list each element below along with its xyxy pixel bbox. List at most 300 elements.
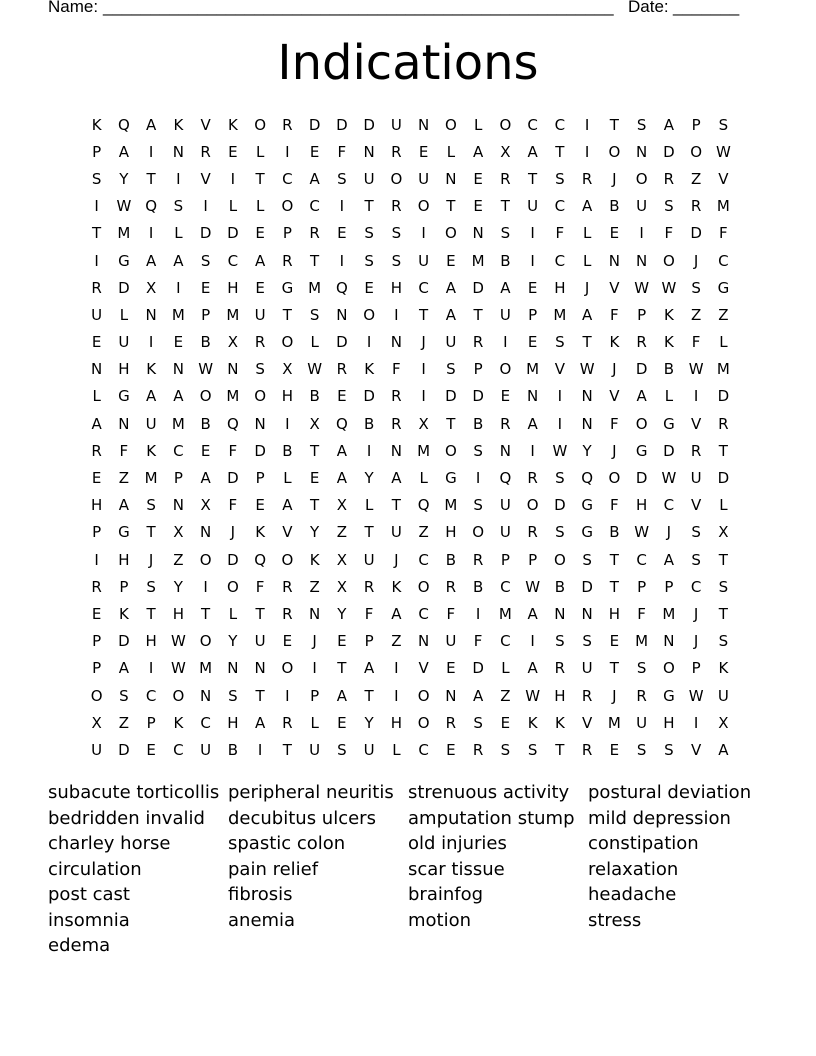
grid-letter: R (282, 604, 293, 623)
grid-letter: A (718, 740, 729, 759)
grid-letter: A (145, 115, 157, 134)
word-bank (48, 780, 768, 959)
grid-letter: A (527, 414, 538, 433)
grid-letter: K (391, 577, 402, 596)
grid-letter: N (608, 251, 620, 270)
word-bank-item: constipation (588, 833, 699, 854)
grid-letter: P (528, 305, 538, 324)
grid-letter: W (579, 360, 595, 379)
grid-letter: V (418, 659, 429, 678)
grid-letter: T (201, 604, 211, 623)
grid-letter: X (309, 414, 320, 433)
grid-letter: A (118, 142, 129, 161)
grid-letter: C (173, 441, 184, 460)
grid-letter: I (257, 740, 263, 759)
grid-letter: K (309, 550, 320, 569)
word-bank-item: decubitus ulcers (228, 807, 376, 829)
grid-letter: A (336, 686, 347, 705)
grid-letter: A (282, 496, 293, 515)
grid-letter: I (421, 387, 426, 406)
grid-letter: U (499, 305, 511, 324)
grid-letter: L (119, 305, 129, 324)
grid-letter: A (527, 604, 538, 623)
word-bank-item: circulation (48, 858, 142, 880)
grid-letter: N (554, 604, 566, 623)
grid-letter: R (91, 577, 102, 596)
grid-letter: X (336, 496, 348, 515)
grid-letter: A (145, 251, 157, 270)
grid-letter: L (582, 224, 592, 243)
grid-letter: Y (364, 469, 374, 488)
grid-letter: D (308, 115, 321, 134)
word-bank-item: scar tissue (408, 858, 505, 880)
grid-row (83, 138, 737, 165)
grid-letter: L (392, 740, 401, 759)
grid-letter: A (445, 305, 456, 324)
grid-letter: O (417, 197, 430, 216)
grid-letter: L (719, 333, 728, 352)
grid-letter: S (636, 659, 647, 678)
grid-letter: M (226, 387, 240, 406)
grid-letter: S (364, 251, 374, 270)
grid-letter: V (690, 496, 702, 515)
grid-letter: B (472, 577, 484, 596)
grid-letter: P (691, 115, 701, 134)
grid-letter: E (255, 496, 265, 515)
grid-letter: O (499, 115, 512, 134)
grid-letter: M (553, 305, 567, 324)
grid-letter: A (581, 305, 593, 324)
grid-letter: O (281, 659, 294, 678)
grid-letter: C (636, 550, 647, 569)
grid-letter: R (581, 740, 593, 759)
grid-letter: J (612, 441, 617, 460)
grid-letter: D (472, 659, 484, 678)
grid-letter: G (118, 523, 130, 542)
grid-letter: T (609, 115, 619, 134)
grid-letter: Z (500, 686, 511, 705)
grid-letter: K (173, 713, 184, 732)
grid-letter: N (227, 659, 239, 678)
grid-letter: I (339, 251, 345, 270)
grid-letter: R (391, 142, 402, 161)
grid-letter: C (500, 632, 511, 651)
grid-letter: R (663, 169, 675, 188)
grid-letter: D (336, 333, 348, 352)
grid-letter: N (336, 305, 348, 324)
grid-letter: X (336, 550, 348, 569)
grid-letter: N (390, 441, 402, 460)
grid-letter: T (255, 686, 265, 705)
grid-letter: P (664, 577, 674, 596)
grid-letter: I (366, 333, 372, 352)
grid-letter: N (445, 169, 457, 188)
grid-letter: F (228, 496, 238, 515)
grid-letter: D (663, 142, 675, 161)
grid-row (83, 301, 737, 328)
grid-letter: H (172, 604, 185, 623)
grid-letter: S (718, 115, 729, 134)
grid-letter: V (609, 278, 620, 297)
grid-letter: V (282, 523, 293, 542)
grid-letter: F (446, 604, 456, 623)
grid-letter: D (717, 469, 730, 488)
grid-letter: G (635, 441, 648, 460)
grid-letter: B (500, 251, 511, 270)
grid-letter: B (609, 523, 620, 542)
grid-letter: A (91, 414, 102, 433)
grid-row (83, 437, 737, 464)
grid-letter: Y (173, 577, 183, 596)
grid-letter: K (118, 604, 129, 623)
grid-letter: B (663, 360, 675, 379)
grid-letter: F (119, 441, 129, 460)
grid-letter: C (690, 577, 702, 596)
grid-letter: P (255, 469, 265, 488)
grid-letter: S (473, 713, 483, 732)
grid-letter: E (500, 387, 511, 406)
grid-letter: B (200, 333, 211, 352)
grid-letter: C (418, 550, 429, 569)
grid-letter: A (145, 387, 157, 406)
grid-letter: F (610, 496, 619, 515)
grid-letter: X (91, 713, 102, 732)
grid-letter: A (663, 115, 674, 134)
grid-letter: A (254, 251, 266, 270)
grid-letter: R (472, 550, 484, 569)
grid-letter: A (445, 278, 456, 297)
grid-letter: D (472, 387, 484, 406)
grid-letter: M (171, 414, 185, 433)
grid-letter: R (254, 333, 266, 352)
grid-letter: A (636, 387, 647, 406)
grid-row (83, 519, 737, 546)
grid-letter: K (554, 713, 565, 732)
grid-letter: O (90, 686, 103, 705)
grid-letter: V (554, 360, 565, 379)
grid-letter: G (663, 686, 675, 705)
grid-letter: T (528, 169, 538, 188)
grid-letter: B (363, 414, 375, 433)
grid-letter: S (146, 577, 156, 596)
word-bank-item: stress (588, 909, 642, 931)
grid-letter: D (227, 550, 239, 569)
grid-letter: P (528, 550, 538, 569)
grid-letter: K (663, 305, 674, 324)
grid-letter: N (145, 305, 157, 324)
grid-letter: T (446, 414, 456, 433)
grid-letter: K (146, 360, 157, 379)
word-bank-item: bedridden invalid (48, 807, 205, 829)
grid-letter: K (255, 523, 266, 542)
word-bank-item: postural deviation (588, 782, 752, 803)
grid-letter: U (418, 169, 430, 188)
grid-letter: C (718, 251, 729, 270)
grid-letter: E (91, 469, 102, 488)
grid-letter: M (716, 360, 730, 379)
grid-letter: U (390, 523, 402, 542)
grid-letter: K (146, 441, 157, 460)
grid-letter: O (608, 142, 621, 161)
grid-letter: N (200, 686, 212, 705)
grid-letter: L (310, 713, 319, 732)
grid-letter: L (310, 333, 319, 352)
grid-letter: X (500, 142, 511, 161)
grid-letter: D (581, 577, 593, 596)
grid-letter: E (337, 713, 347, 732)
grid-letter: C (527, 115, 538, 134)
grid-letter: Z (118, 713, 130, 732)
grid-letter: U (390, 115, 402, 134)
grid-letter: E (446, 659, 456, 678)
grid-letter: A (336, 441, 347, 460)
grid-letter: T (718, 604, 728, 623)
grid-row (83, 356, 737, 383)
grid-letter: E (228, 142, 238, 161)
grid-letter: F (337, 142, 347, 161)
grid-letter: L (419, 469, 428, 488)
grid-letter: D (118, 740, 130, 759)
grid-letter: Y (337, 604, 347, 623)
grid-letter: X (718, 523, 729, 542)
grid-letter: R (472, 333, 484, 352)
grid-letter: S (555, 333, 565, 352)
grid-letter: A (500, 278, 511, 297)
grid-letter: S (391, 251, 402, 270)
grid-letter: E (446, 251, 456, 270)
grid-letter: T (255, 169, 265, 188)
grid-letter: I (285, 142, 290, 161)
grid-letter: U (363, 550, 375, 569)
grid-row (83, 736, 737, 763)
grid-letter: Z (690, 169, 702, 188)
grid-letter: N (172, 142, 184, 161)
grid-letter: J (693, 604, 699, 623)
grid-letter: S (255, 360, 265, 379)
grid-letter: T (146, 604, 156, 623)
grid-letter: J (612, 169, 617, 188)
grid-letter: J (312, 632, 317, 651)
grid-letter: N (499, 441, 511, 460)
grid-letter: V (581, 713, 593, 732)
grid-letter: Q (117, 115, 130, 134)
grid-letter: D (472, 278, 484, 297)
grid-letter: E (91, 604, 102, 623)
grid-letter: R (500, 169, 511, 188)
grid-letter: H (608, 604, 621, 623)
word-bank-item: subacute torticollis (48, 782, 220, 803)
grid-row (83, 274, 737, 301)
grid-letter: E (527, 278, 538, 297)
grid-letter: B (445, 550, 457, 569)
grid-letter: X (173, 523, 184, 542)
grid-letter: N (309, 604, 321, 623)
grid-letter: A (527, 142, 538, 161)
grid-letter: I (285, 414, 290, 433)
grid-letter: Z (718, 305, 729, 324)
letter-grid (83, 111, 737, 764)
grid-row (83, 573, 737, 600)
grid-letter: I (530, 441, 535, 460)
grid-letter: L (582, 251, 592, 270)
grid-letter: T (337, 659, 347, 678)
grid-letter: X (336, 577, 348, 596)
grid-letter: E (282, 632, 293, 651)
grid-letter: F (637, 604, 646, 623)
grid-letter: E (200, 441, 211, 460)
grid-letter: P (92, 142, 102, 161)
grid-letter: H (281, 387, 294, 406)
grid-letter: A (118, 496, 129, 515)
grid-letter: C (309, 197, 320, 216)
grid-letter: B (609, 197, 620, 216)
grid-letter: U (581, 659, 593, 678)
grid-letter: D (363, 387, 375, 406)
grid-letter: T (282, 740, 292, 759)
grid-letter: L (473, 115, 483, 134)
grid-letter: C (418, 278, 429, 297)
grid-letter: U (254, 305, 266, 324)
grid-letter: N (227, 360, 239, 379)
grid-letter: O (254, 387, 267, 406)
word-column (408, 780, 588, 959)
grid-letter: I (94, 550, 99, 569)
grid-letter: S (391, 224, 402, 243)
grid-letter: R (363, 577, 375, 596)
grid-letter: D (363, 115, 375, 134)
grid-letter: D (717, 387, 730, 406)
grid-row (83, 464, 737, 491)
grid-letter: H (554, 278, 566, 297)
grid-letter: Z (173, 550, 184, 569)
grid-letter: R (282, 713, 293, 732)
grid-letter: R (282, 577, 293, 596)
grid-letter: S (228, 686, 238, 705)
grid-letter: Q (335, 278, 348, 297)
grid-letter: D (118, 632, 130, 651)
grid-letter: S (173, 197, 184, 216)
grid-letter: T (146, 169, 156, 188)
grid-letter: A (527, 659, 538, 678)
grid-letter: F (610, 414, 619, 433)
word-bank-item: post cast (48, 884, 130, 905)
grid-letter: W (715, 142, 731, 161)
grid-letter: I (148, 659, 154, 678)
grid-letter: J (421, 333, 426, 352)
grid-letter: R (391, 197, 402, 216)
grid-letter: H (227, 713, 239, 732)
date-label: Date: (628, 0, 669, 16)
grid-letter: A (472, 686, 484, 705)
grid-letter: K (527, 713, 538, 732)
grid-letter: L (664, 387, 674, 406)
grid-letter: W (634, 523, 650, 542)
grid-letter: C (663, 496, 675, 515)
grid-letter: E (337, 632, 347, 651)
grid-letter: G (581, 496, 593, 515)
grid-letter: M (226, 305, 240, 324)
grid-letter: S (146, 496, 156, 515)
grid-letter: L (92, 387, 101, 406)
grid-letter: V (690, 414, 702, 433)
grid-letter: J (693, 632, 699, 651)
grid-letter: B (227, 740, 239, 759)
name-label: Name: (48, 0, 99, 16)
grid-letter: S (691, 278, 701, 297)
grid-letter: L (283, 469, 292, 488)
grid-row (83, 682, 737, 709)
grid-letter: A (363, 659, 375, 678)
grid-letter: V (690, 740, 702, 759)
grid-letter: U (254, 632, 266, 651)
grid-letter: N (390, 333, 402, 352)
grid-letter: T (255, 604, 265, 623)
grid-letter: Z (118, 469, 130, 488)
grid-letter: I (639, 224, 644, 243)
grid-letter: D (336, 115, 348, 134)
word-bank-item: charley horse (48, 833, 171, 854)
grid-letter: M (526, 360, 540, 379)
grid-letter: I (421, 224, 426, 243)
grid-letter: P (173, 469, 183, 488)
grid-letter: Q (254, 550, 267, 569)
word-bank-item: strenuous activity (408, 782, 570, 803)
grid-letter: I (148, 142, 154, 161)
grid-letter: Z (690, 305, 702, 324)
grid-letter: H (145, 632, 157, 651)
grid-letter: T (310, 251, 320, 270)
grid-letter: A (472, 142, 484, 161)
word-bank-item: headache (588, 884, 677, 905)
grid-letter: R (527, 523, 538, 542)
grid-letter: A (173, 251, 184, 270)
grid-letter: R (636, 333, 647, 352)
grid-letter: E (609, 740, 620, 759)
grid-letter: Z (391, 632, 402, 651)
grid-letter: S (718, 577, 729, 596)
grid-letter: I (285, 686, 290, 705)
grid-letter: N (91, 360, 103, 379)
grid-letter: I (176, 169, 181, 188)
grid-letter: M (417, 441, 431, 460)
grid-letter: T (555, 740, 565, 759)
grid-letter: Y (310, 523, 320, 542)
grid-letter: Q (335, 414, 348, 433)
grid-letter: R (282, 251, 293, 270)
grid-letter: B (554, 577, 566, 596)
grid-letter: T (146, 523, 156, 542)
grid-letter: J (612, 686, 617, 705)
grid-letter: K (227, 115, 238, 134)
grid-letter: E (309, 142, 320, 161)
grid-letter: J (394, 550, 399, 569)
grid-letter: D (199, 224, 212, 243)
grid-letter: R (336, 360, 348, 379)
grid-letter: I (176, 278, 181, 297)
grid-letter: T (92, 224, 102, 243)
grid-row (83, 220, 737, 247)
grid-letter: I (475, 604, 481, 623)
grid-letter: S (582, 632, 592, 651)
grid-letter: P (637, 577, 647, 596)
grid-letter: O (662, 659, 675, 678)
grid-letter: T (555, 142, 565, 161)
grid-letter: R (527, 469, 538, 488)
grid-row (83, 410, 737, 437)
grid-letter: R (282, 115, 293, 134)
grid-letter: E (309, 469, 320, 488)
grid-letter: T (364, 686, 374, 705)
